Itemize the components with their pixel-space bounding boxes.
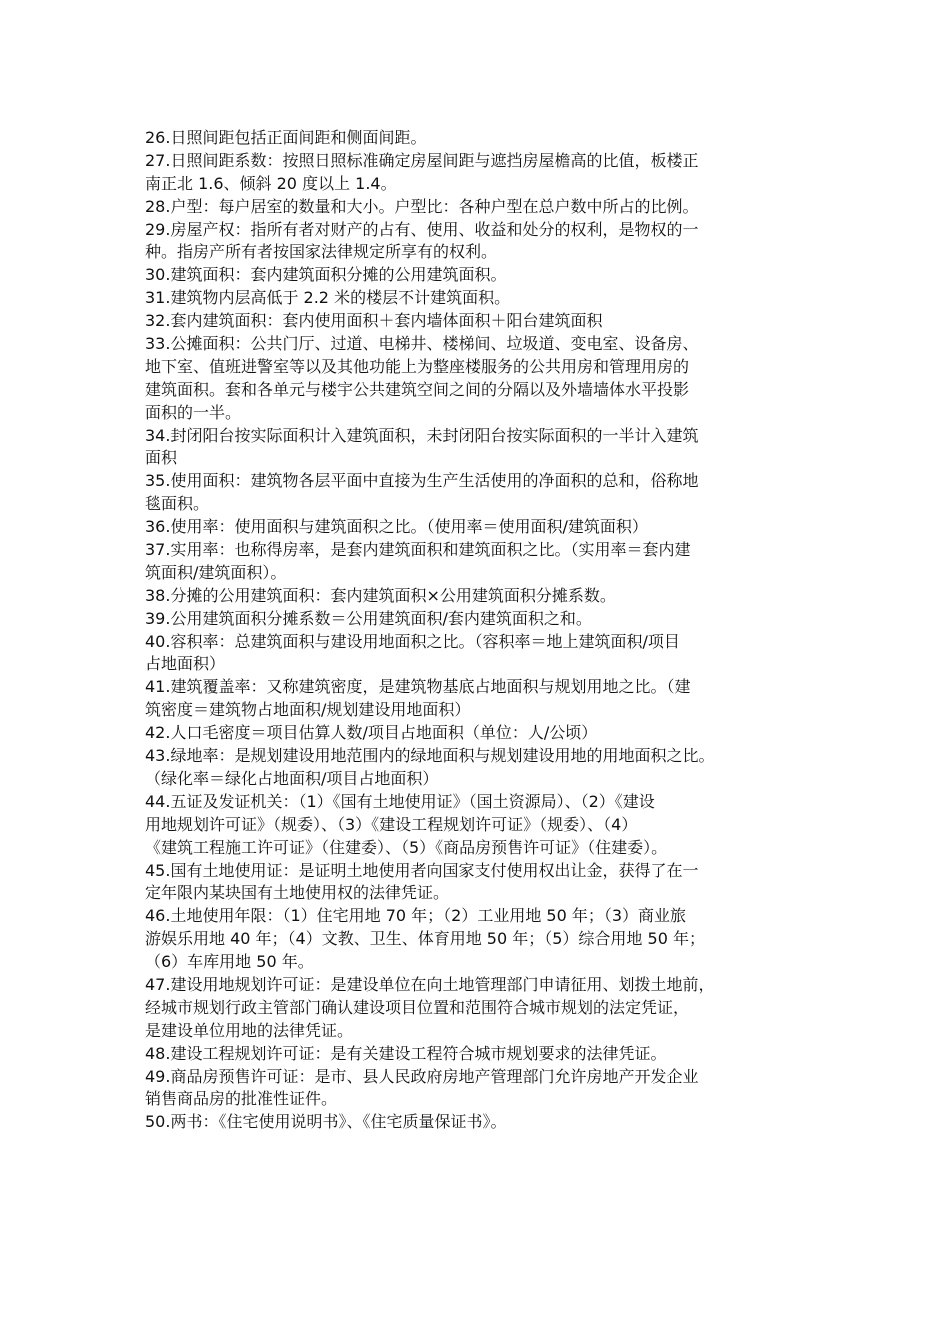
text-line: 47.建设用地规划许可证：是建设单位在向土地管理部门申请征用、划拨土地前，	[145, 974, 715, 994]
text-line: 种。指房产所有者按国家法律规定所享有的权利。	[145, 242, 498, 262]
text-line: 29.房屋产权：指所有者对财产的占有、使用、收益和处分的权利，是物权的一	[145, 219, 699, 239]
text-line: 30.建筑面积：套内建筑面积分摊的公用建筑面积。	[145, 265, 507, 285]
text-line: 42.人口毛密度＝项目估算人数/项目占地面积（单位：人/公顷）	[145, 723, 598, 743]
text-line: 48.建设工程规划许可证：是有关建设工程符合城市规划要求的法律凭证。	[145, 1043, 667, 1063]
text-line: （6）车库用地 50 年。	[145, 952, 314, 972]
text-line: 36.使用率：使用面积与建筑面积之比。（使用率＝使用面积/建筑面积）	[145, 517, 648, 537]
text-line: 41.建筑覆盖率：又称建筑密度，是建筑物基底占地面积与规划用地之比。（建	[145, 677, 691, 697]
text-line: 销售商品房的批准性证件。	[145, 1089, 338, 1109]
text-line: 用地规划许可证》（规委）、（3）《建设工程规划许可证》（规委）、（4）	[145, 814, 638, 834]
text-line: 33.公摊面积：公共门厅、过道、电梯井、楼梯间、垃圾道、变电室、设备房、	[145, 334, 699, 354]
text-line: 40.容积率：总建筑面积与建设用地面积之比。（容积率＝地上建筑面积/项目	[145, 631, 680, 651]
text-line: 南正北 1.6、倾斜 20 度以上 1.4。	[145, 173, 397, 193]
text-line: 35.使用面积：建筑物各层平面中直接为生产生活使用的净面积的总和，俗称地	[145, 471, 699, 491]
text-line: 经城市规划行政主管部门确认建设项目位置和范围符合城市规划的法定凭证，	[145, 997, 690, 1017]
text-line: 定年限内某块国有土地使用权的法律凭证。	[145, 883, 450, 903]
text-line: （绿化率＝绿化占地面积/项目占地面积）	[145, 768, 439, 788]
text-line: 地下室、值班进警室等以及其他功能上为整座楼服务的公共用房和管理用房的	[145, 356, 690, 376]
text-line: 31.建筑物内层高低于 2.2 米的楼层不计建筑面积。	[145, 288, 511, 308]
text-line: 43.绿地率：是规划建设用地范围内的绿地面积与规划建设用地的用地面积之比。	[145, 746, 715, 766]
document-body	[145, 127, 825, 1134]
text-line: 26.日照间距包括正面间距和侧面间距。	[145, 128, 427, 147]
text-line: 32.套内建筑面积：套内使用面积＋套内墙体面积＋阳台建筑面积	[145, 311, 603, 331]
text-line: 面积的一半。	[145, 402, 242, 422]
text-line: 45.国有土地使用证：是证明土地使用者向国家支付使用权出让金，获得了在一	[145, 860, 699, 880]
text-line: 49.商品房预售许可证：是市、县人民政府房地产管理部门允许房地产开发企业	[145, 1066, 699, 1086]
text-line: 毯面积。	[145, 494, 210, 514]
text-line: 建筑面积。套和各单元与楼宇公共建筑空间之间的分隔以及外墙墙体水平投影	[145, 379, 690, 399]
text-line: 39.公用建筑面积分摊系数＝公用建筑面积/套内建筑面积之和。	[145, 608, 592, 628]
text-line: 37.实用率：也称得房率，是套内建筑面积和建筑面积之比。（实用率＝套内建	[145, 540, 691, 560]
text-line: 面积	[145, 448, 178, 468]
text-line: 44.五证及发证机关：（1）《国有土地使用证》（国土资源局）、（2）《建设	[145, 791, 655, 811]
text-line: 50.两书：《住宅使用说明书》、《住宅质量保证书》。	[145, 1112, 507, 1132]
text-line: 是建设单位用地的法律凭证。	[145, 1020, 354, 1040]
text-line: 27.日照间距系数：按照日照标准确定房屋间距与遮挡房屋檐高的比值，板楼正	[145, 150, 699, 170]
text-line: 游娱乐用地 40 年；（4）文教、卫生、体育用地 50 年；（5）综合用地 50 年；	[145, 929, 705, 949]
text-line: 28.户型：每户居室的数量和大小。户型比：各种户型在总户数中所占的比例。	[145, 196, 699, 216]
text-line: 34.封闭阳台按实际面积计入建筑面积，未封闭阳台按实际面积的一半计入建筑	[145, 425, 699, 445]
text-line: 筑密度＝建筑物占地面积/规划建设用地面积）	[145, 700, 471, 720]
text-line: 筑面积/建筑面积）。	[145, 562, 287, 582]
text-line: 《建筑工程施工许可证》（住建委）、（5）《商品房预售许可证》（住建委）。	[145, 837, 668, 857]
text-line: 46.土地使用年限：（1）住宅用地 70 年；（2）工业用地 50 年；（3）商业旅	[145, 906, 687, 926]
text-line: 占地面积）	[145, 654, 226, 674]
text-line: 38.分摊的公用建筑面积：套内建筑面积×公用建筑面积分摊系数。	[145, 585, 616, 605]
